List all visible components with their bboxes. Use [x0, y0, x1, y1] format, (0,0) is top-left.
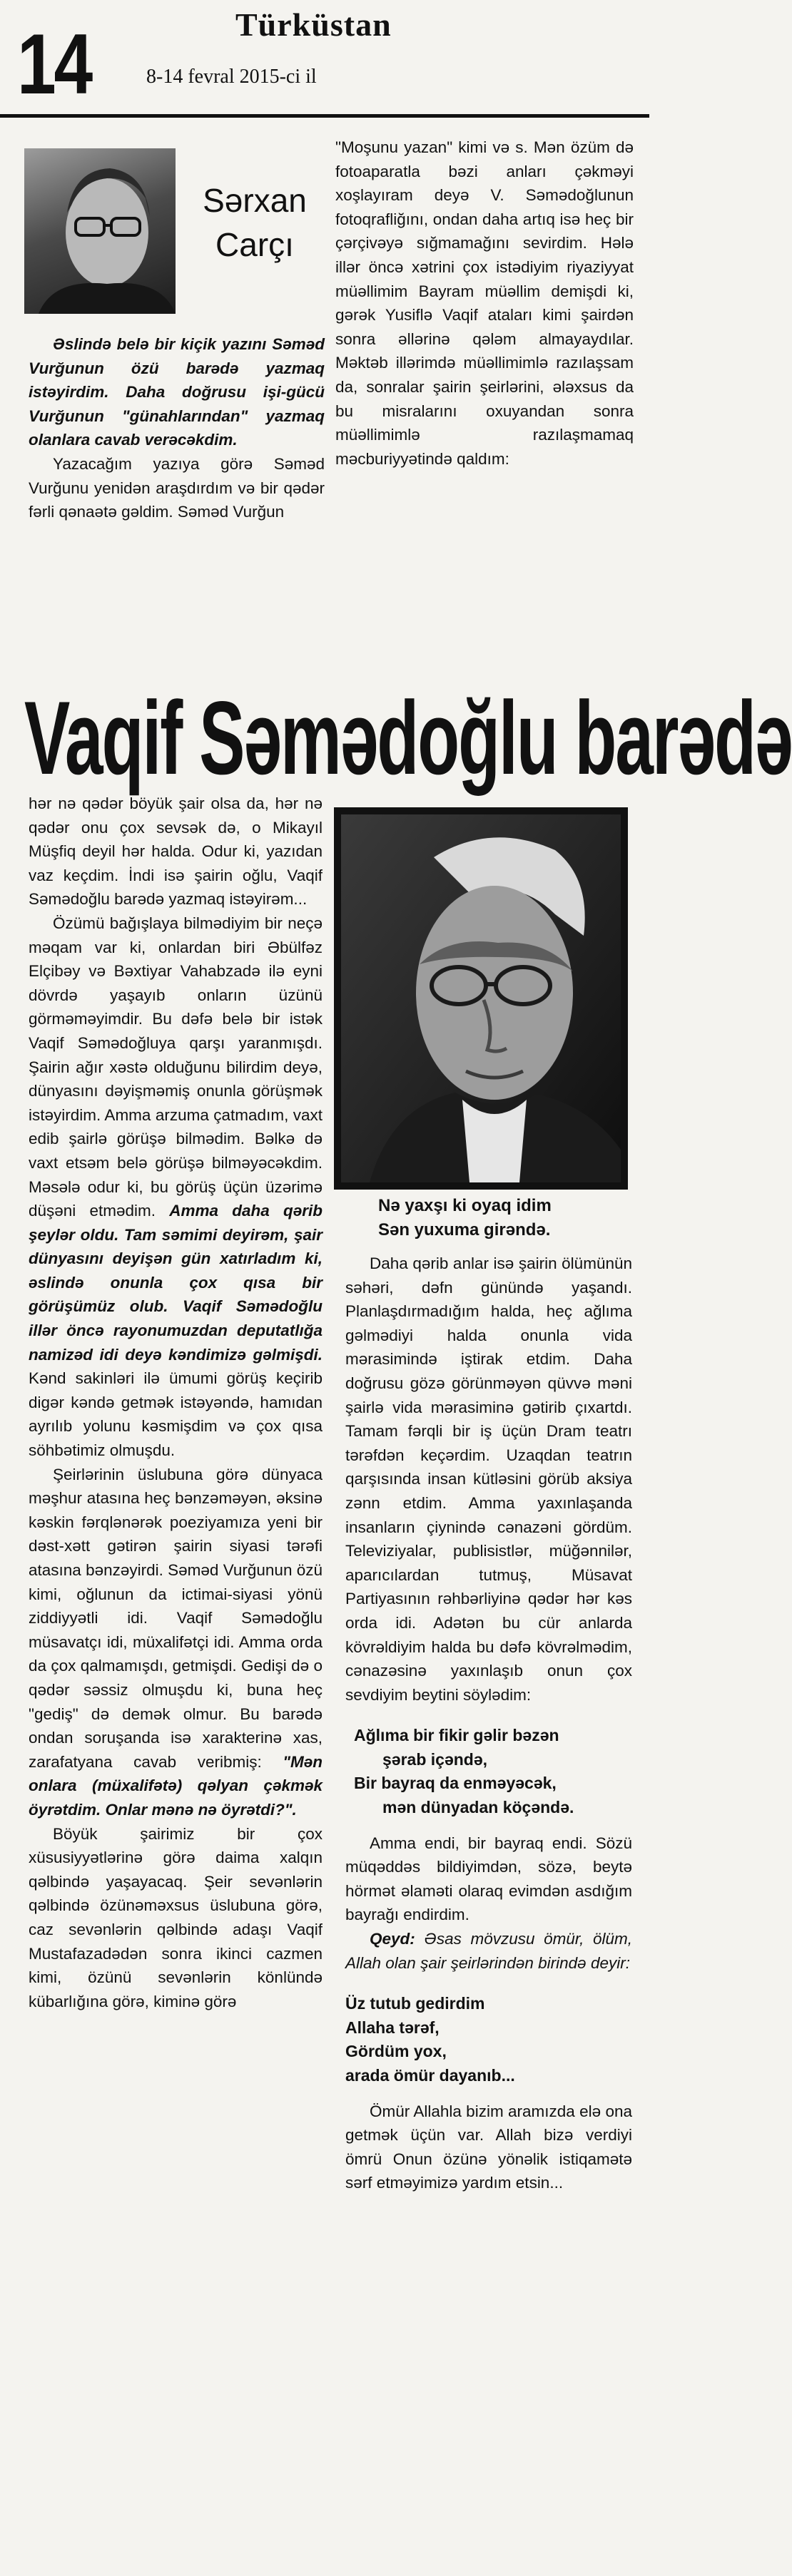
author-last-name: Carçı [215, 226, 294, 263]
verse-2 [345, 1992, 632, 2087]
verse-1 [345, 1724, 632, 1819]
verse-line: Gördüm yox, [345, 2042, 447, 2061]
left-paragraph-3-quote: "Mən onlara (müxalifətə) qəlyan çəkmək öyrətdim. Onlar mənə nə öyrətdi?". [29, 1752, 323, 1819]
author-name [187, 178, 323, 267]
vaqif-portrait-illustration [341, 814, 621, 1182]
caption-line: Nə yaxşı ki oyaq idim [378, 1196, 552, 1215]
author-first-name: Sərxan [203, 182, 307, 219]
left-paragraph-4: Böyük şairimiz bir çox xüsusiyyətlərinə görə daima xalqın qəlbində yaşayacaq. Şeir sevənlərin qəlbində özünəməxsus üslubuna görə, caz sevənlərin qəlbində adaşı Vaqif Mustafazadədən sonra ikinci cazmen kimi, özünü sevənlərin könlündə kübarlığına görə, kiminə görə [29, 1824, 323, 2010]
intro-text [29, 332, 325, 524]
verse-line: arada ömür dayanıb... [345, 2066, 515, 2085]
newspaper-title: Türküstan [235, 6, 392, 43]
page-number: 14 [17, 16, 91, 112]
right-paragraph-2: Amma endi, bir bayraq endi. Sözü müqəddəs bildiyimdən, sözə, beytə hörmət əlaməti olaraq evimdən asdığım bayrağı endirdim. [345, 1834, 632, 1924]
right-paragraph-3 [345, 1927, 632, 1975]
left-paragraph-2-emphasis: Amma daha qərib şeylər oldu. Tam səmimi deyirəm, şair dünyasını deyişən gün xatırladım ki, əslində onunla çox qısa bir görüşümüz olub. Vaqif Səmədoğlu illər öncə rayonumuzdan deputatlığa namizəd idi deyə kəndimizə gəlmişdi. [29, 1202, 323, 1364]
author-photo [24, 148, 176, 314]
note-text: Əsas mövzusu ömür, ölüm, Allah olan şair şeirlərindən birində deyir: [345, 1930, 632, 1972]
intro-emphasis: Əslində belə bir kiçik yazını Səməd Vurğunun özü barədə yazmaq istəyirdim. Daha doğrusu işi-gücü Vurğunun "günahlarından" yazmaq olanlara cavab verəcəkdim. [29, 335, 325, 449]
intro-paragraph: Yazacağım yazıya görə Səməd Vurğunu yenidən araşdırdım və bir qədər fərli qənaətə gəldim. Səməd Vurğun [29, 454, 325, 521]
verse-line: şərab içəndə, [382, 1749, 488, 1769]
left-column [29, 792, 323, 2013]
caption-line: Sən yuxuma girəndə. [378, 1220, 551, 1240]
left-paragraph-1: hər nə qədər böyük şair olsa da, hər nə qədər onu çox sevsək də, o Mikayıl Müşfiq deyil hər halda. Odur ki, yazıdan vaz keçdim. İndi isə şairin oğlu, Vaqif Səmədoğlu barədə yazmaq istəyirəm... [29, 794, 323, 909]
verse-line: Ağlıma bir fikir gəlir bəzən [354, 1726, 559, 1745]
left-paragraph-2-end: Kənd sakinləri ilə ümumi görüş keçirib digər kəndə getmək istəyəndə, hamıdan ayrılıb yolunu kəsmişdim və çox qısa söhbətimiz olmuşdu. [29, 1369, 323, 1460]
left-paragraph-3 [29, 1463, 323, 1822]
issue-date: 8-14 fevral 2015-ci il [146, 66, 317, 88]
right-paragraph-4: Ömür Allahla bizim aramızda elə ona getmək üçün var. Allah bizə verdiyi ömrü Onun özünə yönəlik istiqamətə sərf etməyimizə yardım etsin... [345, 2102, 632, 2192]
verse-line: mən dünyadan köçəndə. [382, 1798, 574, 1817]
right-column [345, 1252, 632, 2195]
right-top-column [335, 136, 634, 471]
left-paragraph-3-text: Şeirlərinin üslubuna görə dünyaca məşhur atasına heç bənzəməyən, əksinə kəskin fərqlənərək poeziyamıza yeni bir dəst-xətt gətirən şairin siyasi tərəfi atasına bənzəyirdi. Səməd Vurğunun özü kimi, oğlunun da ictimai-siyasi yönü ziddiyyətli idi. Vaqif Səmədoğlu müsavatçı idi, müxalifətçi idi. Amma orda da çox qalmamışdı, getmişdi. Gedişi də o qədər səssiz olmuşdu ki, buna heç "gediş" də demək olmur. Bu barədə ondan soruşanda isə xarakterinə xas, zarafatyana cavab veribmiş: [29, 1465, 323, 1771]
note-label: Qeyd: [370, 1930, 415, 1948]
right-paragraph-1: Daha qərib anlar isə şairin ölümünün səhəri, dəfn günündə yaşandı. Planlaşdırmadığım halda, heç ağlıma gəlmədiyi halda onunla vida mərasimində iştirak etdim. Daha doğrusu gözə görünməyən qüvvə məni şairlə vida mərasiminə gətirib çıxartdı. Tamam fərqli bir iş üçün Dram teatrı tərəfdən keçərdim. Uzaqdan teatrın qarşısında insan kütləsini görüb aksiya zənn etdim. Amma yaxınlaşanda insanların çiynində cənazəni gördüm. Televiziyalar, publisistlər, müğənnilər, aparıcılardan tutmuş, Müsavat Partiyasının rəhbərliyinə qədər hər kəs orda idi. Adətən bu cür anlarda kövrəldiyim halda bu dəfə kövrəlmədim, cənazəsinə yaxınlaşıb onun çox sevdiyim beytini söylədim: [345, 1254, 632, 1704]
right-top-paragraph: "Moşunu yazan" kimi və s. Mən özüm də fotoaparatla bəzi anları çəkməyi xoşlayıram deyə V. Səmədoğlunun fotoqrafliğını, ondan daha artıq isə heç bir çərçivəyə sığmamağını sevirdim. Hələ illər öncə xətrini çox istədiyim riyaziyyat müəllimim Bayram müəllim demişdi ki, gərək Yusiflə Vaqif ataları kimi şairdən sonra əllərinə qələm almayaydılar. Məktəb illərimdə müəllimimlə razılaşsam da, sonralar şairin şeirlərini, ələxsus da bu misralarını oxuyandan sonra müəllimimlə razılaşmamaq məcburiyyətində qaldım: [335, 138, 634, 468]
photo-caption [378, 1194, 552, 1242]
verse-line: Allaha tərəf, [345, 2018, 440, 2037]
author-portrait-illustration [24, 148, 176, 314]
verse-line: Üz tutub gedirdim [345, 1994, 485, 2013]
article-headline: Vaqif Səmədoğlu barədə [24, 680, 792, 796]
verse-line: Bir bayraq da enməyəcək, [354, 1774, 557, 1793]
left-paragraph-2 [29, 911, 323, 1463]
vaqif-samadoglu-photo [341, 814, 621, 1182]
left-paragraph-2-text: Özümü bağışlaya bilmədiyim bir neçə məqam var ki, onlardan biri Əbülfəz Elçibəy və Bəxtiyar Vahabzadə ilə eyni dövrdə yaşayıb onların üzünü görməməyimdir. Bu dəfə belə bir istək Vaqif Səmədoğluya qarşı yaranmışdı. Şairin ağır xəstə olduğunu bilirdim deyə, dünyasını dəyişməmiş onunla görüşmək istəyirdim. Amma arzuma çatmadım, vaxt edib şairlə görüşə bilmədim. Bəlkə də vaxt etsəm belə görüşə bilməyəcəkdim. Məsələ odur ki, bu görüş üçün üzərimə düşəni etmədim. [29, 914, 323, 1220]
header-divider [0, 114, 649, 118]
